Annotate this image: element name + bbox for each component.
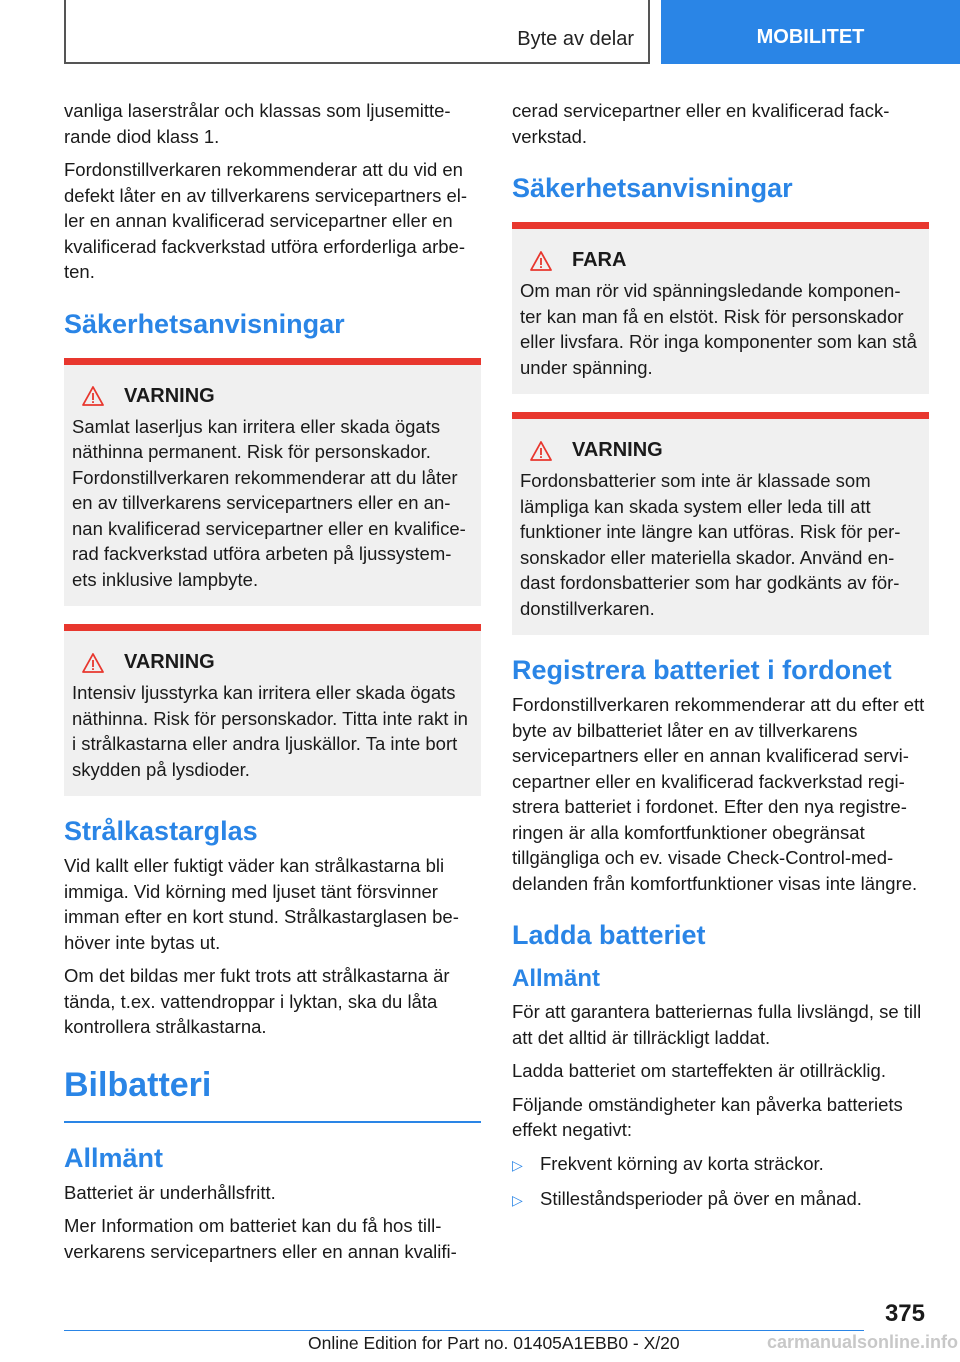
left-column [64, 98, 481, 1272]
battery-heading: Bilbatteri [64, 1065, 212, 1104]
danger-text: Om man rör vid spänningsledande komponen-ter kan man få en elstöt. Risk för personskador eller livsfara. Rör inga komponenter som kan stå under spänning. [520, 280, 917, 378]
warning-box [512, 412, 929, 635]
paragraph: Följande omständigheter kan påverka batteriets effekt negativt: [512, 1093, 903, 1140]
headlight-glass-heading: Strålkastarglas [64, 816, 258, 846]
bullet-triangle-icon: ▷ [512, 1156, 523, 1173]
paragraph: Fordonstillverkaren rekommenderar att du vid en defekt låter en av tillverkarens servicepartners el-ler en annan kvalificerad servicepartner eller en kvalificerad fackverkstad utföra erforderliga arbe-ten. [64, 159, 468, 282]
page-number: 375 [884, 1300, 925, 1327]
danger-title: FARA [572, 249, 627, 271]
register-battery-heading: Registrera batteriet i fordonet [512, 655, 892, 685]
section-title: Byte av delar [517, 28, 634, 50]
warning-triangle-icon [82, 386, 104, 406]
charge-battery-heading: Ladda batteriet [512, 920, 706, 950]
warning-box [64, 358, 481, 607]
warning-box [64, 624, 481, 796]
watermark: carmanualsonline.info [766, 1332, 958, 1352]
warning-triangle-icon [530, 251, 552, 271]
paragraph: Mer Information om batteriet kan du få hos till-verkarens servicepartners eller en annan kvalifi- [64, 1215, 457, 1262]
warning-title: VARNING [124, 651, 215, 673]
paragraph: Vid kallt eller fuktigt väder kan strålkastarna bli immiga. Vid körning med ljuset tänt försvinner imman efter en kort stund. Strålkastarglasen be-höver inte bytas ut. [64, 855, 459, 953]
warning-title: VARNING [572, 439, 663, 461]
warning-text: Fordonsbatterier som inte är klassade som lämpliga kan skada system eller leda till att funktioner inte längre kan utföras. Risk för per-sonskador eller materiella skador. Använd en-dast fordonsbatterier som har godkänts av för-donstillverkaren. [520, 470, 901, 619]
right-column [512, 98, 929, 1222]
edition-text: Online Edition for Part no. 01405A1EBB0 - X/20 [308, 1333, 680, 1353]
general-subheading: Allmänt [512, 965, 601, 992]
warning-title: VARNING [124, 384, 215, 407]
safety-heading: Säkerhetsanvisningar [512, 173, 793, 203]
section-divider [64, 1121, 481, 1123]
warning-triangle-icon [82, 653, 104, 673]
paragraph: vanliga laserstrålar och klassas som ljusemitte-rande diod klass 1. [64, 100, 451, 147]
paragraph: Fordonstillverkaren rekommenderar att du efter ett byte av bilbatteriet låter en av tillverkarens servicepartners eller en annan kvalificerad servi-cepartner eller en kvalificerad fackverkstad regi-strera batteriet i fordonet. Efter den nya registre-ringen är alla komfortfunktioner obegränsat tillgängliga och ev. visade Check-Control-med-delanden från komfortfunktioner visas inte längre. [512, 694, 925, 894]
paragraph: Om det bildas mer fukt trots att strålkastarna är tända, t.ex. vattendroppar i lyktan, ska du låta kontrollera strålkastarna. [64, 965, 450, 1037]
paragraph: Ladda batteriet om starteffekten är otillräcklig. [512, 1060, 886, 1081]
list-item: ▷ Frekvent körning av korta sträckor. [512, 1151, 929, 1179]
paragraph: Batteriet är underhållsfritt. [64, 1181, 276, 1203]
warning-triangle-icon [530, 441, 552, 461]
chapter-tab[interactable]: MOBILITET [661, 0, 960, 64]
warning-text: Intensiv ljusstyrka kan irritera eller skada ögats näthinna. Risk för personskador. Titta inte rakt in i strålkastarna eller andra ljuskällor. Ta inte bort skydden på lysdioder. [72, 682, 468, 780]
paragraph: För att garantera batteriernas fulla livslängd, se till att det alltid är tillräckligt laddat. [512, 1001, 922, 1048]
bullet-triangle-icon: ▷ [512, 1192, 523, 1208]
footer-divider [64, 1330, 864, 1331]
warning-text: Samlat laserljus kan irritera eller skada ögats näthinna permanent. Risk för personskador. Fordonstillverkaren rekommenderar att du låter en av tillverkarens servicepartners eller en an-nan kvalificerad servicepartner eller en kvalifice-rad fackverkstad utföra arbeten på ljussystem-ets inklusive lampbyte. [72, 415, 466, 590]
list-item: ▷ Stilleståndsperioder på över en månad. [512, 1186, 929, 1214]
safety-heading: Säkerhetsanvisningar [64, 308, 345, 339]
paragraph: cerad servicepartner eller en kvalificerad fack-verkstad. [512, 100, 890, 147]
danger-box [512, 222, 929, 394]
general-heading: Allmänt [64, 1142, 164, 1173]
